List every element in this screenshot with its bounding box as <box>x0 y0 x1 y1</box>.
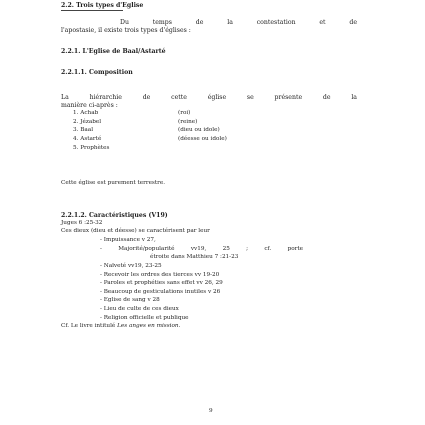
trait-item: - Paroles et prophéties sans effet vv 26, 29 <box>100 280 223 286</box>
hierarchy-name: 5. Prophètes <box>73 145 110 151</box>
hierarchy-name: 2. Jézabel <box>73 119 102 125</box>
trait-item: - Lieu de culte de ces dieux <box>100 306 179 312</box>
hierarchy-name: 4. Astarté <box>73 136 102 142</box>
cross-reference-prefix: Cf. Le livre intitulé <box>61 323 118 329</box>
terrestre-note: Cette église est purement terrestre. <box>61 180 166 186</box>
trait-item: - Recevoir les ordres des tierces vv 19-20 <box>100 272 220 278</box>
trait-item: - Majorité/popularité vv19, 25 ; cf. porte <box>100 246 303 252</box>
intro-line-1: Du temps de la contestation et de <box>120 19 357 26</box>
subsection-2-2-1-1: 2.2.1.1. Composition <box>61 69 133 76</box>
book-title: Les anges en mission. <box>117 323 181 329</box>
hierarchy-desc: (roi) <box>178 110 191 116</box>
heading-underline <box>61 10 123 11</box>
characteristics-intro: Ces dieux (dieu et déesse) se caractérisent par leur <box>61 228 210 234</box>
trait-item: - Beaucoup de gesticulations inutiles v 26 <box>100 289 221 295</box>
page-number: 9 <box>209 408 213 414</box>
trait-item: étroite dans Matthieu 7 :21-23 <box>150 254 239 260</box>
hierarchy-desc: (dieu ou idole) <box>178 127 220 133</box>
scripture-reference: Juges 6 :25-32 <box>61 220 103 226</box>
trait-item: - Impuissance v 27, <box>100 237 156 243</box>
trait-item: - Naïveté vv19, 23-25 <box>100 263 162 269</box>
hierarchy-name: 1. Achab <box>73 110 99 116</box>
subsection-2-2-1-2: 2.2.1.2. Caractéristiques (V19) <box>61 212 168 219</box>
cross-reference <box>61 324 180 330</box>
para1-line-2: manière ci-après : <box>61 102 118 109</box>
para1-line-1: La hiérarchie de cette église se présente de la <box>61 94 357 101</box>
hierarchy-name: 3. Baal <box>73 127 94 133</box>
intro-line-2: l'apostasie, il existe trois types d'églises : <box>61 27 191 34</box>
hierarchy-desc: (reine) <box>178 119 198 125</box>
trait-item: - Eglise de sang v 28 <box>100 297 160 303</box>
trait-item: - Religion officielle et publique <box>100 315 189 321</box>
subsection-2-2-1: 2.2.1. L'Eglise de Baal/Astarté <box>61 48 166 55</box>
hierarchy-desc: (déesse ou idole) <box>178 136 227 142</box>
section-heading: 2.2. Trois types d'Eglise <box>61 2 144 9</box>
